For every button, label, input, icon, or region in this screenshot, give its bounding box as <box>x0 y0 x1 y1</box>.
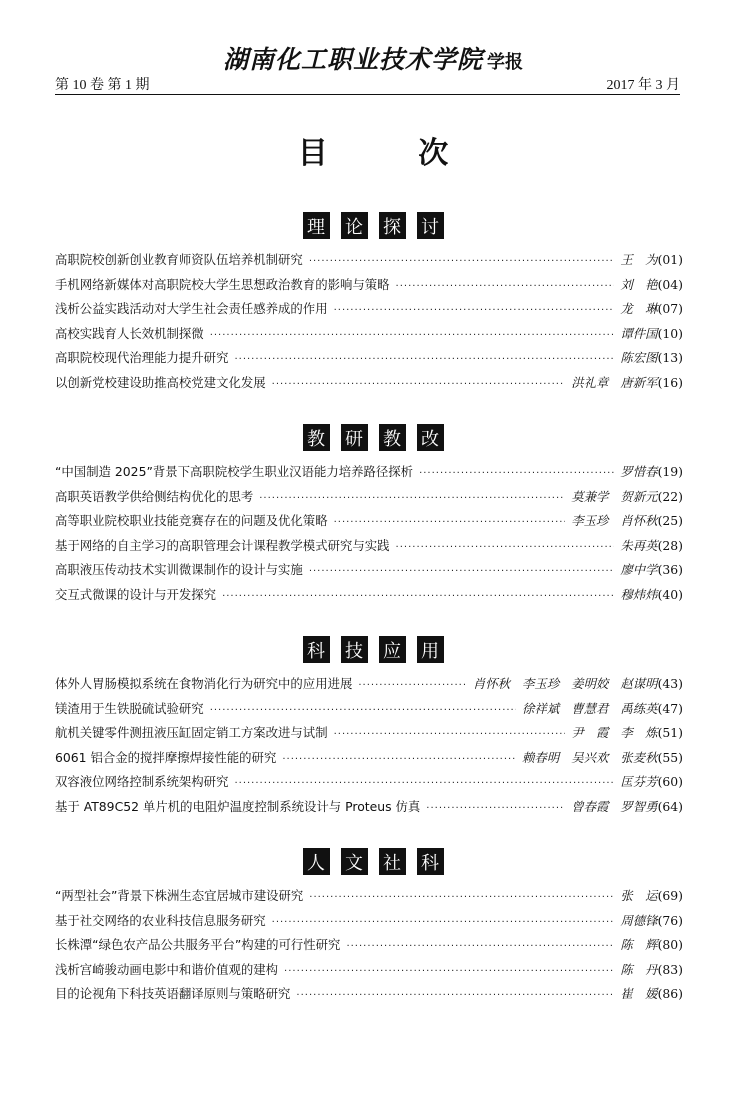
toc-section <box>0 424 746 602</box>
toc-entry <box>55 886 683 911</box>
entry-author: 崔 媛 <box>620 986 658 1001</box>
toc-entry <box>55 674 683 699</box>
entry-title: 基于 AT89C52 单片机的电阻炉温度控制系统设计与 Proteus 仿真 <box>55 798 421 814</box>
toc-entry <box>55 536 683 561</box>
entry-authors <box>620 886 657 904</box>
entry-author: 肖怀秋 <box>472 676 511 691</box>
section-heading-char: 理 <box>303 212 330 239</box>
entry-authors <box>620 984 657 1002</box>
entry-author: 朱再英 <box>620 537 658 553</box>
entry-author: 龙 琳 <box>620 301 658 316</box>
entry-page-number: (47) <box>657 700 683 716</box>
entry-title: 6061 铝合金的搅拌摩擦焊接性能的研究 <box>55 749 277 765</box>
toc-section <box>0 636 746 814</box>
toc-entry <box>55 723 683 748</box>
toc-entry <box>55 585 683 610</box>
entry-page-number: (07) <box>657 301 683 316</box>
dot-leader <box>309 256 615 267</box>
page-title: 目 次 <box>297 136 489 171</box>
section-heading-char: 人 <box>303 848 330 875</box>
section-heading-char: 用 <box>417 636 444 663</box>
toc-entry <box>55 348 683 373</box>
entry-author: 廖中学 <box>620 562 658 577</box>
entry-authors <box>522 748 658 766</box>
entry-author: 吴兴欢 <box>571 749 609 765</box>
journal-suffix: 学报 <box>487 52 523 73</box>
toc-entry <box>55 935 683 960</box>
entry-authors <box>571 723 657 741</box>
entry-author: 禹练英 <box>620 700 658 716</box>
dot-leader <box>210 330 615 341</box>
entry-author: 赵谋明 <box>620 676 658 691</box>
dot-leader <box>358 680 467 691</box>
section-heading-char: 科 <box>417 848 444 875</box>
toc-entry <box>55 960 683 985</box>
entry-title: 航机关键零件测扭液压缸固定销工方案改进与试制 <box>55 725 328 740</box>
entry-page-number: (10) <box>657 325 683 341</box>
entry-author: 贺新元 <box>620 488 658 504</box>
entry-author: 曾春霞 <box>571 798 609 814</box>
dot-leader <box>396 542 615 553</box>
entry-title: 高校实践育人长效机制探微 <box>55 325 204 341</box>
entry-page-number: (60) <box>657 774 683 789</box>
toc-entry <box>55 250 683 275</box>
entry-authors <box>620 536 657 554</box>
entry-author: 李玉珍 <box>522 676 560 691</box>
entry-title: 长株潭“绿色农产品公共服务平台”构建的可行性研究 <box>55 937 341 952</box>
entry-authors <box>620 911 657 929</box>
entry-page-number: (04) <box>657 276 683 292</box>
entry-authors <box>571 511 657 529</box>
dot-leader <box>234 778 614 789</box>
entry-title: “中国制造 2025”背景下高职院校学生职业汉语能力培养路径探析 <box>55 464 414 479</box>
journal-name: 湖南化工职业技术学院 <box>222 45 483 74</box>
dot-leader <box>426 803 565 814</box>
entry-author: 尹 霞 <box>571 725 609 740</box>
toc-entry-list <box>55 674 683 821</box>
entry-authors <box>620 772 657 790</box>
entry-page-number: (28) <box>657 537 683 553</box>
dot-leader <box>419 468 614 479</box>
volume-issue: 第 10 卷 第 1 期 <box>55 78 150 93</box>
entry-page-number: (40) <box>657 586 683 602</box>
entry-author: 唐新军 <box>620 374 658 390</box>
toc-entry-list <box>55 250 683 397</box>
entry-authors <box>620 960 657 978</box>
section-heading <box>0 212 746 240</box>
entry-page-number: (69) <box>657 888 683 903</box>
entry-page-number: (13) <box>657 350 683 365</box>
dot-leader <box>296 990 614 1001</box>
entry-author: 徐祥斌 <box>522 700 560 716</box>
entry-page-number: (80) <box>657 937 683 952</box>
section-heading <box>0 424 746 452</box>
entry-title: 目的论视角下科技英语翻译原则与策略研究 <box>55 986 291 1001</box>
entry-author: 姜明姣 <box>571 676 609 691</box>
section-heading-char: 改 <box>417 424 444 451</box>
toc-entry <box>55 373 683 398</box>
toc-entry <box>55 299 683 324</box>
entry-title: 高职院校现代治理能力提升研究 <box>55 350 229 365</box>
entry-author: 罗智勇 <box>620 798 658 814</box>
entry-page-number: (51) <box>657 725 683 740</box>
entry-author: 肖怀秋 <box>620 513 658 528</box>
entry-author: 周德锋 <box>620 912 658 928</box>
entry-authors <box>620 250 657 268</box>
entry-title: 双容液位网络控制系统架构研究 <box>55 774 229 789</box>
entry-authors <box>620 462 657 480</box>
entry-authors <box>571 487 657 505</box>
entry-authors <box>620 348 657 366</box>
entry-author: 李 炼 <box>620 725 658 740</box>
toc-entry <box>55 462 683 487</box>
entry-authors <box>620 299 657 317</box>
entry-author: 曹慧君 <box>571 700 609 716</box>
dot-leader <box>309 892 614 903</box>
entry-page-number: (83) <box>657 961 683 977</box>
dot-leader <box>282 754 516 765</box>
toc-section <box>0 848 746 1001</box>
toc-entry <box>55 487 683 512</box>
entry-authors <box>522 699 658 717</box>
entry-title: 交互式微课的设计与开发探究 <box>55 586 217 602</box>
entry-page-number: (25) <box>657 513 683 528</box>
toc-entry <box>55 772 683 797</box>
dot-leader <box>210 705 516 716</box>
entry-authors <box>620 324 657 342</box>
dot-leader <box>234 354 614 365</box>
entry-title: 基于社交网络的农业科技信息服务研究 <box>55 912 266 928</box>
section-heading-char: 文 <box>341 848 368 875</box>
entry-page-number: (22) <box>657 488 683 504</box>
toc-entry <box>55 560 683 585</box>
toc-entry <box>55 699 683 724</box>
entry-author: 洪礼章 <box>571 374 609 390</box>
toc-entry-list <box>55 886 683 1009</box>
journal-masthead <box>0 40 746 76</box>
section-heading <box>0 848 746 876</box>
entry-author: 张麦秋 <box>620 749 658 765</box>
entry-page-number: (43) <box>657 676 683 691</box>
toc-entry <box>55 748 683 773</box>
toc-entry <box>55 324 683 349</box>
entry-title: “两型社会”背景下株洲生态宜居城市建设研究 <box>55 888 304 903</box>
entry-page-number: (16) <box>657 374 683 390</box>
entry-author: 穆炜炜 <box>620 586 658 602</box>
section-heading-char: 论 <box>341 212 368 239</box>
dot-leader <box>284 966 614 977</box>
entry-title: 以创新党校建设助推高校党建文化发展 <box>55 374 266 390</box>
entry-page-number: (76) <box>657 912 683 928</box>
entry-authors <box>620 275 657 293</box>
section-heading-char: 讨 <box>417 212 444 239</box>
entry-page-number: (19) <box>657 464 683 479</box>
entry-author: 谭件国 <box>620 325 658 341</box>
toc-entry <box>55 511 683 536</box>
entry-author: 张 运 <box>620 888 658 903</box>
entry-authors <box>473 674 658 692</box>
dot-leader <box>346 941 614 952</box>
issue-date: 2017 年 3 月 <box>606 78 680 93</box>
entry-page-number: (86) <box>657 986 683 1001</box>
entry-author: 匡芬芳 <box>620 774 658 789</box>
section-heading-char: 研 <box>341 424 368 451</box>
entry-title: 浅析宫崎骏动画电影中和谐价值观的建构 <box>55 961 279 977</box>
section-heading-char: 社 <box>379 848 406 875</box>
dot-leader <box>259 493 565 504</box>
dot-leader <box>222 591 614 602</box>
dot-leader <box>396 281 615 292</box>
section-heading <box>0 636 746 664</box>
dot-leader <box>334 729 566 740</box>
entry-page-number: (55) <box>657 749 683 765</box>
entry-author: 王 为 <box>620 252 658 267</box>
entry-author: 李玉珍 <box>571 513 609 528</box>
entry-author: 陈宏图 <box>620 350 658 365</box>
section-heading-char: 教 <box>379 424 406 451</box>
entry-author: 陈 辉 <box>620 937 658 952</box>
section-heading-char: 教 <box>303 424 330 451</box>
toc-entry <box>55 275 683 300</box>
dot-leader <box>334 517 566 528</box>
toc-entry-list <box>55 462 683 609</box>
entry-author: 赖春明 <box>522 749 560 765</box>
entry-author: 陈 丹 <box>620 961 658 977</box>
entry-title: 基于网络的自主学习的高职管理会计课程教学模式研究与实践 <box>55 537 390 553</box>
toc-entry <box>55 911 683 936</box>
entry-page-number: (64) <box>657 798 683 814</box>
entry-author: 罗惜春 <box>620 464 658 479</box>
issue-line <box>55 74 680 95</box>
entry-title: 体外人胃肠模拟系统在食物消化行为研究中的应用进展 <box>55 676 353 691</box>
toc-section <box>0 212 746 390</box>
entry-title: 高职英语教学供给侧结构优化的思考 <box>55 488 254 504</box>
dot-leader <box>272 379 566 390</box>
entry-author: 刘 艳 <box>620 276 658 292</box>
section-heading-char: 科 <box>303 636 330 663</box>
entry-author: 莫兼学 <box>571 488 609 504</box>
dot-leader <box>334 305 615 316</box>
entry-page-number: (36) <box>657 562 683 577</box>
entry-title: 浅析公益实践活动对大学生社会责任感养成的作用 <box>55 301 328 316</box>
entry-authors <box>571 797 657 815</box>
entry-title: 高等职业院校职业技能竞赛存在的问题及优化策略 <box>55 513 328 528</box>
section-heading-char: 探 <box>379 212 406 239</box>
section-heading-char: 技 <box>341 636 368 663</box>
entry-authors <box>620 585 657 603</box>
entry-title: 手机网络新媒体对高职院校大学生思想政治教育的影响与策略 <box>55 276 390 292</box>
dot-leader <box>272 917 615 928</box>
dot-leader <box>309 566 615 577</box>
entry-title: 高职液压传动技术实训微课制作的设计与实施 <box>55 562 303 577</box>
toc-entry <box>55 984 683 1009</box>
entry-title: 镁渣用于生铁脱硫试验研究 <box>55 700 204 716</box>
entry-authors <box>620 560 657 578</box>
entry-authors <box>571 373 657 391</box>
toc-entry <box>55 797 683 822</box>
section-heading-char: 应 <box>379 636 406 663</box>
entry-authors <box>620 935 657 953</box>
entry-page-number: (01) <box>657 252 683 267</box>
entry-title: 高职院校创新创业教育师资队伍培养机制研究 <box>55 252 303 267</box>
